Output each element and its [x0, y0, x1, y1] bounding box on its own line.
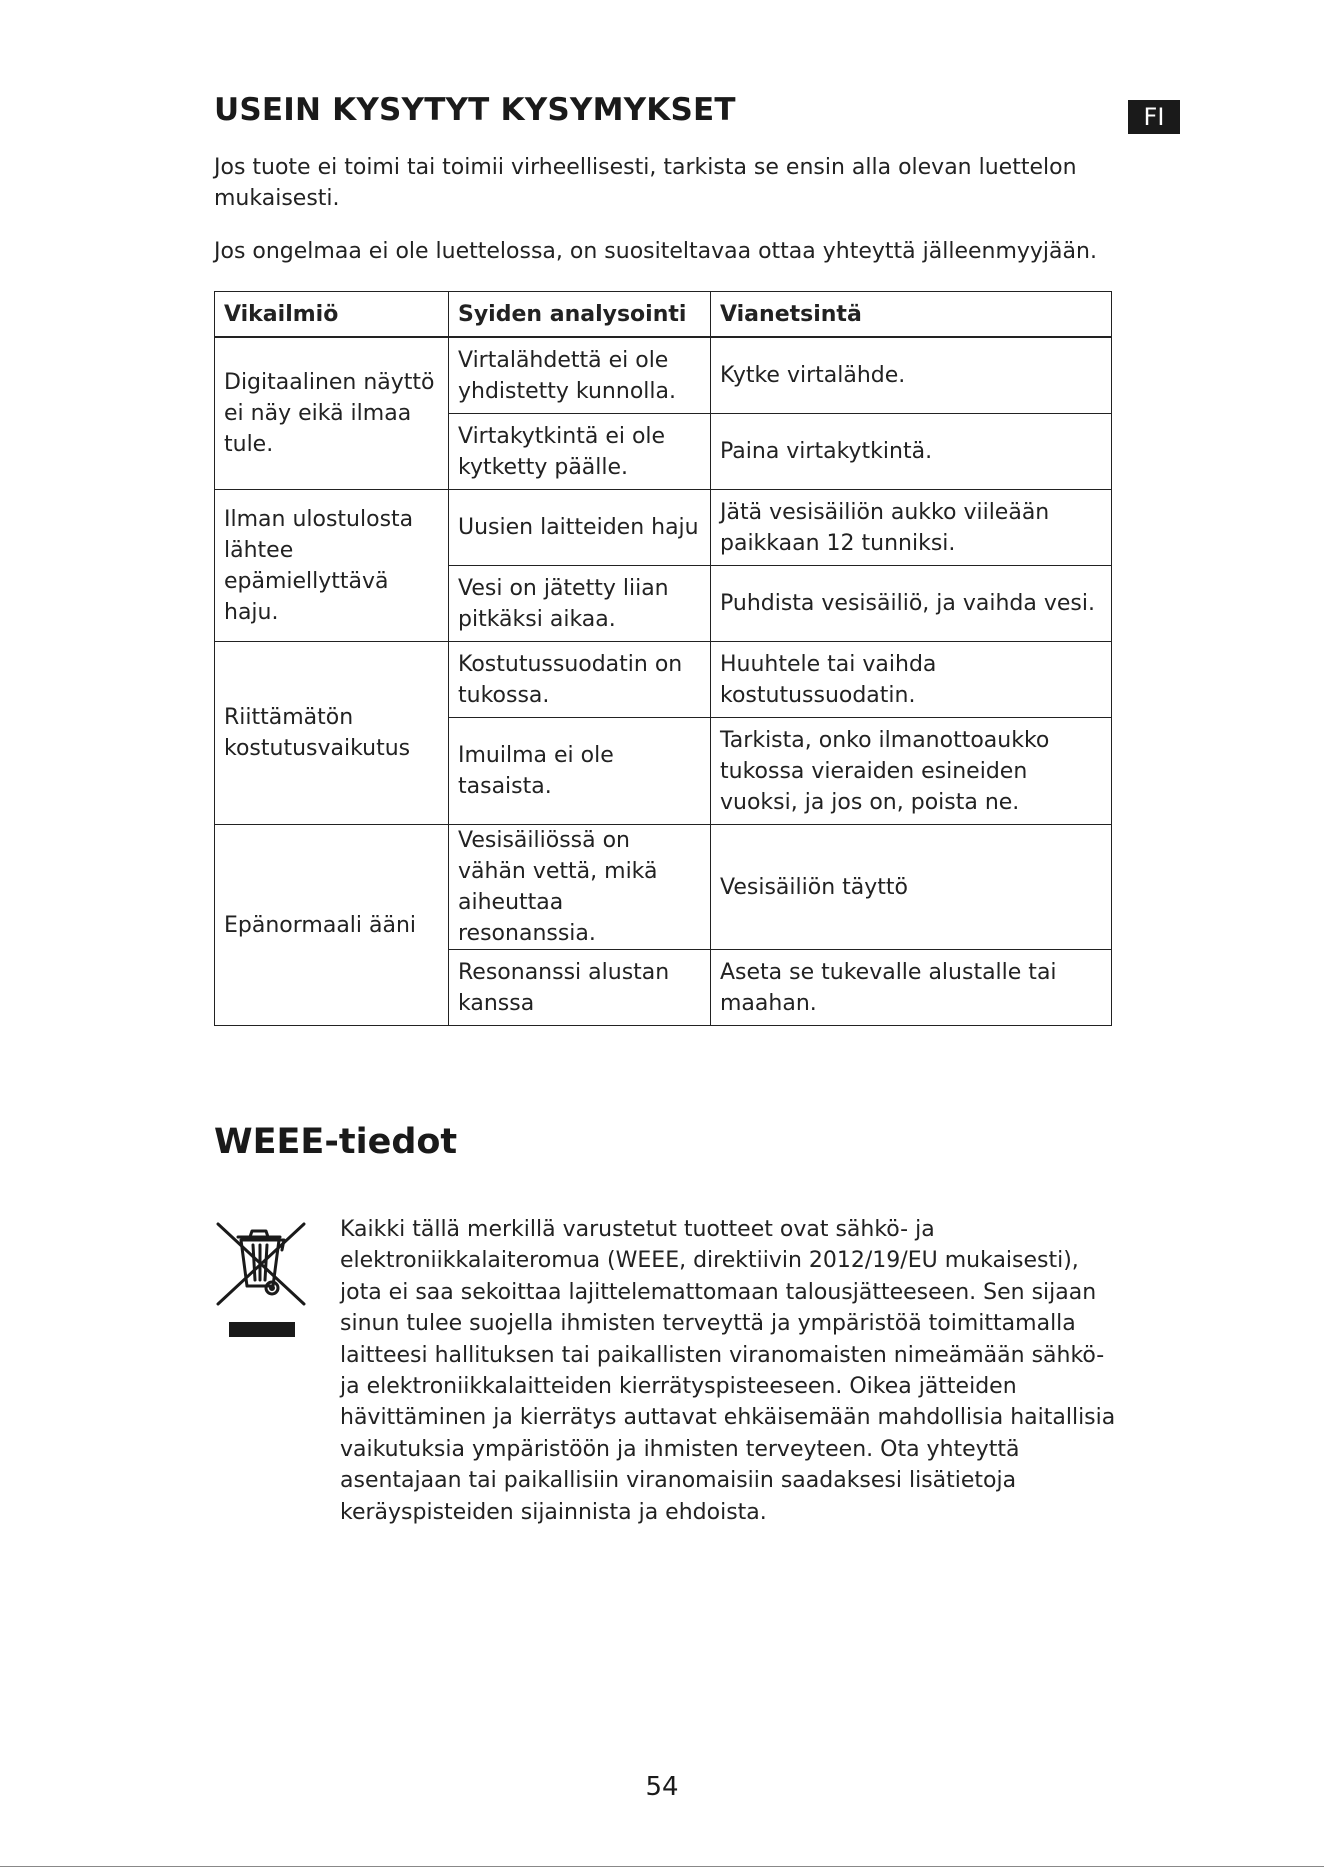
cause-cell: Virtakytkintä ei ole kytketty päälle. — [449, 414, 711, 490]
solution-cell: Vesisäiliön täyttö — [711, 825, 1112, 950]
fault-cell: Epänormaali ääni — [215, 825, 449, 1026]
page-bottom-rule — [0, 1866, 1324, 1867]
solution-cell: Paina virtakytkintä. — [711, 414, 1112, 490]
solution-cell: Jätä vesisäiliön aukko viileään paikkaan 12 tunniksi. — [711, 490, 1112, 566]
troubleshooting-table — [214, 291, 1112, 1026]
solution-cell: Tarkista, onko ilmanottoaukko tukossa vieraiden esineiden vuoksi, ja jos on, poista ne. — [711, 718, 1112, 825]
intro-paragraph: Jos tuote ei toimi tai toimii virheellisesti, tarkista se ensin alla olevan luettelon mukaisesti. — [214, 155, 1077, 211]
cause-cell: Vesi on jätetty liian pitkäksi aikaa. — [449, 566, 711, 642]
table-row — [215, 825, 1112, 950]
cause-cell: Imuilma ei ole tasaista. — [449, 718, 711, 825]
table-row — [215, 337, 1112, 414]
crossed-out-wheelie-bin-icon — [214, 1218, 308, 1346]
solution-cell: Kytke virtalähde. — [711, 337, 1112, 414]
solution-cell: Aseta se tukevalle alustalle tai maahan. — [711, 950, 1112, 1026]
cause-cell: Virtalähdettä ei ole yhdistetty kunnolla. — [449, 337, 711, 414]
weee-paragraph: Kaikki tällä merkillä varustetut tuotteet ovat sähkö- ja elektroniikkalaiteromua (WEEE, direktiivin 2012/19/EU mukaisesti), jota ei saa sekoittaa lajittelemattomaan talousjätteeseen. Sen sijaan sinun tulee suojella ihmisten terveyttä ja ympäristöä toimittamalla laitteesi hallituksen tai paikallisten viranomaisten nimeämään sähkö- ja elektroniikkalaitteiden kierrätyspisteeseen. Oikea jätteiden hävittäminen ja kierrätys auttavat ehkäisemään mahdollisia haitallisia vaikutuksia ympäristöön ja ihmisten terveyteen. Ota yhteyttä asentajaan tai paikallisiin viranomaisiin saadaksesi lisätietoja keräyspisteiden sijainnista ja ehdoista. — [340, 1217, 1116, 1525]
intro-paragraph: Jos ongelmaa ei ole luettelossa, on suositeltavaa ottaa yhteyttä jälleenmyyjään. — [214, 239, 1097, 264]
fault-cell: Riittämätön kostutusvaikutus — [215, 642, 449, 825]
column-header-fault: Vikailmiö — [215, 292, 449, 338]
table-row — [215, 642, 1112, 718]
solution-cell: Puhdista vesisäiliö, ja vaihda vesi. — [711, 566, 1112, 642]
fault-cell: Ilman ulostulosta lähtee epämiellyttävä haju. — [215, 490, 449, 642]
cause-cell: Vesisäiliössä on vähän vettä, mikä aiheuttaa resonanssia. — [449, 825, 711, 950]
solution-cell: Huuhtele tai vaihda kostutussuodatin. — [711, 642, 1112, 718]
cause-cell: Kostutussuodatin on tukossa. — [449, 642, 711, 718]
table-row — [215, 490, 1112, 566]
column-header-cause: Syiden analysointi — [449, 292, 711, 338]
column-header-solution: Vianetsintä — [711, 292, 1112, 338]
weee-title: WEEE-tiedot — [214, 1122, 458, 1162]
table-header-row — [215, 292, 1112, 338]
cause-cell: Resonanssi alustan kanssa — [449, 950, 711, 1026]
language-badge: FI — [1128, 100, 1180, 134]
page-number: 54 — [645, 1772, 679, 1802]
page-title: USEIN KYSYTYT KYSYMYKSET — [214, 92, 736, 128]
fault-cell: Digitaalinen näyttö ei näy eikä ilmaa tule. — [215, 337, 449, 490]
cause-cell: Uusien laitteiden haju — [449, 490, 711, 566]
